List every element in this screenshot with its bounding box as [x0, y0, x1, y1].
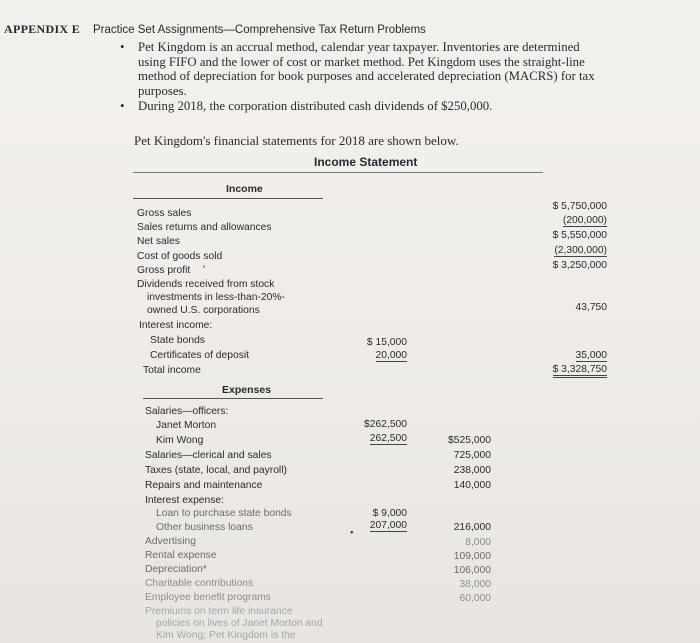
- benefits-label: Employee benefit programs: [145, 592, 271, 603]
- wong-value: 262,500: [369, 433, 407, 444]
- rental-value: 109,000: [453, 551, 491, 562]
- bullet-text: Pet Kingdom is an accrual method, calendar year taxpayer. Inventories are determined using FIFO and the lower of cost or market method. Pet Kingdom uses the straight-line method of depreciation for book purposes and accelerated depreciation (MACRS) for tax purposes.: [138, 40, 595, 98]
- total-income-value: $ 3,328,750: [553, 364, 607, 378]
- charitable-label: Charitable contributions: [145, 578, 254, 589]
- loan-value: $ 9,000: [372, 508, 407, 519]
- advertising-value: 8,000: [465, 537, 491, 548]
- margin-tick-mark: ': [203, 262, 206, 276]
- cds-label: Certificates of deposit: [150, 350, 250, 361]
- dividends-line2: investments in less-than-20%-: [147, 292, 285, 303]
- interest-expense-total: 216,000: [453, 522, 491, 533]
- loan-label: Loan to purchase state bonds: [156, 508, 292, 519]
- returns-value: (200,000): [562, 215, 607, 226]
- morton-label: Janet Morton: [156, 420, 217, 431]
- morton-value: $262,500: [364, 419, 407, 430]
- intro-text: Pet Kingdom's financial statements for 2018 are shown below.: [134, 133, 459, 148]
- dividends-line3: owned U.S. corporations: [147, 305, 260, 316]
- state-bonds-label: State bonds: [150, 335, 205, 346]
- other-loans-label: Other business loans: [156, 522, 253, 533]
- cds-value: 20,000: [375, 350, 407, 361]
- bullet-list: [118, 40, 598, 115]
- depreciation-label: Depreciation*: [145, 564, 207, 575]
- expenses-heading-rule: [143, 398, 323, 399]
- bullet-icon: •: [120, 99, 125, 113]
- premiums-line1: Premiums on term life insurance: [145, 606, 293, 617]
- statement-divider: [133, 172, 543, 173]
- bullet-text: During 2018, the corporation distributed cash dividends of $250,000.: [138, 99, 493, 113]
- income-heading: Income: [226, 183, 263, 195]
- clerical-label: Salaries—clerical and sales: [145, 450, 272, 461]
- cogs-label: Cost of goods sold: [137, 251, 223, 262]
- total-income-label: Total income: [143, 365, 201, 376]
- other-loans-value: 207,000: [369, 520, 407, 531]
- income-heading-rule: [133, 198, 323, 199]
- taxes-label: Taxes (state, local, and payroll): [145, 465, 287, 476]
- appendix-label: APPENDIX E: [4, 22, 81, 36]
- repairs-label: Repairs and maintenance: [145, 480, 263, 491]
- gross-sales-label: Gross sales: [137, 208, 192, 219]
- bullet-item: [118, 99, 598, 114]
- state-bonds-value: $ 15,000: [366, 337, 407, 348]
- advertising-label: Advertising: [145, 536, 196, 547]
- bullet-item: [118, 40, 598, 98]
- premiums-line2: policies on lives of Janet Morton and: [156, 618, 323, 629]
- statement-title: Income Statement: [314, 155, 418, 169]
- rental-label: Rental expense: [145, 550, 217, 561]
- repairs-value: 140,000: [453, 480, 491, 491]
- officers-total-value: $525,000: [448, 435, 491, 446]
- premiums-line3: Kim Wong; Pet Kingdom is the: [156, 630, 296, 641]
- dividends-line1: Dividends received from stock: [137, 279, 275, 290]
- bullet-icon: •: [120, 40, 125, 54]
- page-header-title: Practice Set Assignments—Comprehensive Tax Return Problems: [93, 24, 426, 36]
- depreciation-value: 106,000: [453, 565, 491, 576]
- taxes-value: 238,000: [453, 465, 491, 476]
- clerical-value: 725,000: [453, 450, 491, 461]
- margin-dot-mark: •: [350, 528, 354, 539]
- dividends-value: 43,750: [575, 302, 607, 313]
- net-sales-label: Net sales: [137, 236, 180, 247]
- returns-label: Sales returns and allowances: [137, 222, 272, 233]
- page-header: [4, 22, 426, 37]
- interest-expense-label: Interest expense:: [145, 495, 224, 506]
- officers-label: Salaries—officers:: [145, 406, 229, 417]
- gross-profit-value: $ 3,250,000: [552, 260, 607, 271]
- interest-income-total: 35,000: [575, 350, 607, 361]
- benefits-value: 60,000: [459, 593, 491, 604]
- gross-sales-value: $ 5,750,000: [552, 201, 607, 212]
- charitable-value: 38,000: [459, 579, 491, 590]
- gross-profit-label: Gross profit: [137, 265, 191, 276]
- wong-label: Kim Wong: [156, 435, 204, 446]
- cogs-value: (2,300,000): [554, 245, 607, 256]
- expenses-heading: Expenses: [222, 384, 272, 396]
- net-sales-value: $ 5,550,000: [552, 230, 607, 241]
- interest-income-label: Interest income:: [139, 320, 213, 331]
